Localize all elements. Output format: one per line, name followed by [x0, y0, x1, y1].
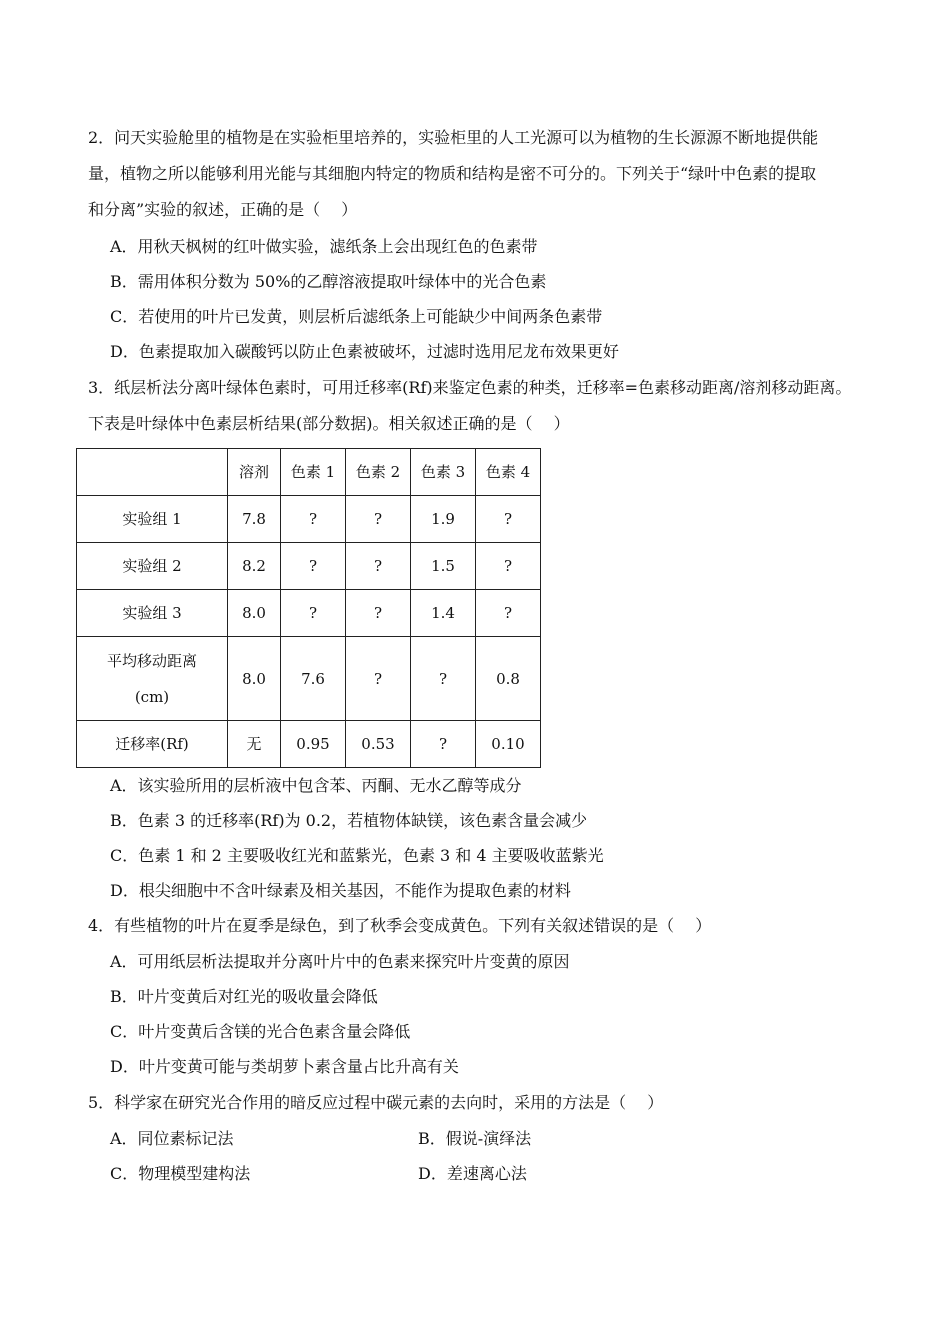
- table-cell: 8.0: [228, 637, 281, 721]
- pigment-chromatography-table: [76, 448, 541, 768]
- table-header-cell: 色素 4: [476, 449, 541, 496]
- table-cell: ?: [346, 543, 411, 590]
- table-cell: 迁移率(Rf): [77, 721, 228, 768]
- table-header-cell: 色素 1: [281, 449, 346, 496]
- q4-option-d: D．叶片变黄可能与类胡萝卜素含量占比升高有关: [110, 1057, 459, 1076]
- table-header-cell: 溶剂: [228, 449, 281, 496]
- q4-option-a: A．可用纸层析法提取并分离叶片中的色素来探究叶片变黄的原因: [110, 952, 570, 971]
- table-cell: ?: [346, 496, 411, 543]
- q5-option-b: B．假说-演绎法: [418, 1129, 532, 1148]
- q4-option-c: C．叶片变黄后含镁的光合色素含量会降低: [110, 1022, 411, 1041]
- table-cell: 8.0: [228, 590, 281, 637]
- q3-option-d: D．根尖细胞中不含叶绿素及相关基因，不能作为提取色素的材料: [110, 881, 571, 900]
- table-cell: 1.9: [411, 496, 476, 543]
- q2-option-c: C．若使用的叶片已发黄，则层析后滤纸条上可能缺少中间两条色素带: [110, 307, 603, 326]
- table-cell: ?: [476, 590, 541, 637]
- table-cell: 0.10: [476, 721, 541, 768]
- table-cell: ?: [411, 637, 476, 721]
- q2-option-a: A．用秋天枫树的红叶做实验，滤纸条上会出现红色的色素带: [110, 237, 538, 256]
- table-cell: 实验组 2: [77, 543, 228, 590]
- table-row: [77, 496, 541, 543]
- table-header-cell: 色素 2: [346, 449, 411, 496]
- q4-stem: 4．有些植物的叶片在夏季是绿色，到了秋季会变成黄色。下列有关叙述错误的是（ ）: [88, 916, 712, 935]
- q3-option-b: B．色素 3 的迁移率(Rf)为 0.2，若植物体缺镁，该色素含量会减少: [110, 811, 588, 830]
- table-cell: 无: [228, 721, 281, 768]
- table-row: [77, 543, 541, 590]
- table-row: [77, 590, 541, 637]
- table-cell-avg-distance: [77, 637, 228, 721]
- q5-stem: 5．科学家在研究光合作用的暗反应过程中碳元素的去向时，采用的方法是（ ）: [88, 1093, 664, 1112]
- q5-option-d: D．差速离心法: [418, 1164, 527, 1183]
- table-cell: 7.8: [228, 496, 281, 543]
- table-cell: ?: [281, 590, 346, 637]
- table-cell: ?: [411, 721, 476, 768]
- table-cell: ?: [476, 496, 541, 543]
- table-cell: 实验组 3: [77, 590, 228, 637]
- table-row: [77, 721, 541, 768]
- table-cell: ?: [281, 496, 346, 543]
- table-cell: ?: [346, 637, 411, 721]
- q2-stem-line-3: 和分离”实验的叙述，正确的是（ ）: [88, 200, 358, 219]
- table-cell: 0.53: [346, 721, 411, 768]
- table-header-row: [77, 449, 541, 496]
- table-cell: 7.6: [281, 637, 346, 721]
- table-cell: 实验组 1: [77, 496, 228, 543]
- table-row: [77, 637, 541, 721]
- q2-option-d: D．色素提取加入碳酸钙以防止色素被破坏，过滤时选用尼龙布效果更好: [110, 342, 619, 361]
- table-cell-label: 平均移动距离: [106, 651, 197, 670]
- q3-option-a: A．该实验所用的层析液中包含苯、丙酮、无水乙醇等成分: [110, 776, 522, 795]
- table-cell: 0.8: [476, 637, 541, 721]
- table-cell-unit: (cm): [134, 687, 170, 706]
- q4-option-b: B．叶片变黄后对红光的吸收量会降低: [110, 987, 378, 1006]
- table-cell: 1.4: [411, 590, 476, 637]
- q2-stem-line-2: 量，植物之所以能够利用光能与其细胞内特定的物质和结构是密不可分的。下列关于“绿叶中色素的提取: [88, 164, 817, 183]
- table-cell: 0.95: [281, 721, 346, 768]
- q2-stem-line-1: 2．问天实验舱里的植物是在实验柜里培养的，实验柜里的人工光源可以为植物的生长源源不断地提供能: [88, 128, 819, 147]
- table-header-cell: 色素 3: [411, 449, 476, 496]
- q5-option-c: C．物理模型建构法: [110, 1164, 251, 1183]
- table-cell: ?: [476, 543, 541, 590]
- table-header-cell: [77, 449, 228, 496]
- q5-option-a: A．同位素标记法: [110, 1129, 234, 1148]
- table-cell: 1.5: [411, 543, 476, 590]
- q3-stem-line-1: 3．纸层析法分离叶绿体色素时，可用迁移率(Rf)来鉴定色素的种类，迁移率=色素移动距离/溶剂移动距离。: [88, 378, 852, 397]
- q2-option-b: B．需用体积分数为 50%的乙醇溶液提取叶绿体中的光合色素: [110, 272, 547, 291]
- table-cell: ?: [346, 590, 411, 637]
- table-cell: ?: [281, 543, 346, 590]
- q3-option-c: C．色素 1 和 2 主要吸收红光和蓝紫光，色素 3 和 4 主要吸收蓝紫光: [110, 846, 604, 865]
- table-cell: 8.2: [228, 543, 281, 590]
- q3-stem-line-2: 下表是叶绿体中色素层析结果(部分数据)。相关叙述正确的是（ ）: [88, 414, 570, 433]
